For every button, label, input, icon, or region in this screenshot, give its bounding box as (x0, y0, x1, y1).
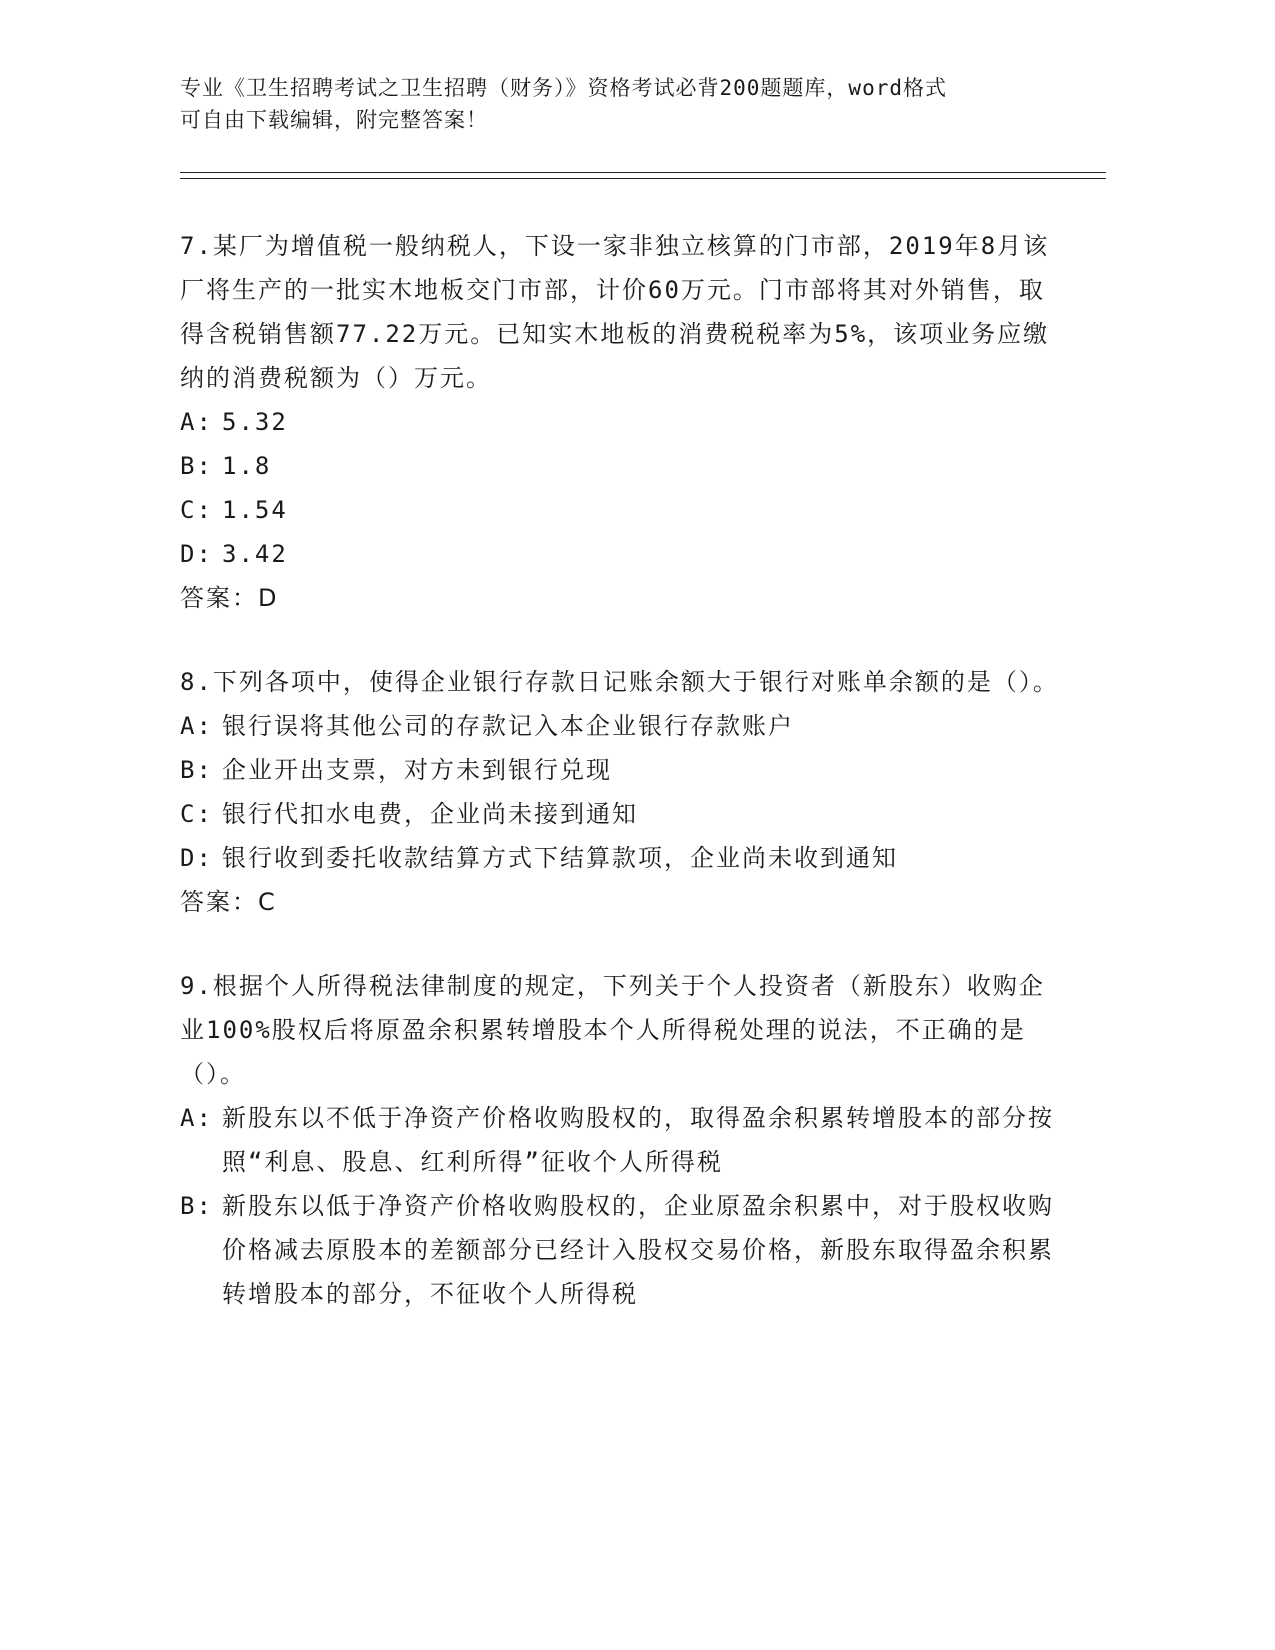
option-text: 3.42 (222, 540, 288, 568)
option-key: A: (180, 712, 213, 740)
question-stem: 7.某厂为增值税一般纳税人，下设一家非独立核算的门市部，2019年8月该厂将生产的一批实木地板交门市部，计价60万元。门市部将其对外销售，取得含税销售额77.22万元。已知实木地板的消费税税率为5%，该项业务应缴纳的消费税额为（）万元。 (180, 232, 1050, 392)
option-c (180, 792, 1060, 836)
option-b (180, 748, 1060, 792)
option-key: A: (180, 408, 213, 436)
option-text: 1.54 (222, 496, 288, 524)
question-stem: 8.下列各项中，使得企业银行存款日记账余额大于银行对账单余额的是（）。 (180, 668, 1059, 696)
option-key: B: (180, 452, 213, 480)
option-text: 银行代扣水电费，企业尚未接到通知 (222, 800, 638, 828)
header-divider-top (180, 172, 1106, 173)
option-key: C: (180, 800, 213, 828)
option-text: 1.8 (222, 452, 272, 480)
option-text: 银行误将其他公司的存款记入本企业银行存款账户 (222, 712, 794, 740)
option-key: A: (180, 1104, 213, 1132)
question-7 (180, 224, 1060, 620)
option-d (180, 532, 1060, 576)
header-divider-bottom (180, 178, 1106, 179)
header-line-1: 专业《卫生招聘考试之卫生招聘（财务）》资格考试必背200题题库，word格式 (180, 76, 947, 100)
option-a (180, 400, 1060, 444)
option-d (180, 836, 1060, 880)
option-key: D: (180, 540, 213, 568)
option-a (180, 704, 1060, 748)
answer-line: 答案：D (180, 584, 279, 612)
option-text: 新股东以低于净资产价格收购股权的，企业原盈余积累中，对于股权收购价格减去原股本的差额部分已经计入股权交易价格，新股东取得盈余积累转增股本的部分，不征收个人所得税 (222, 1192, 1054, 1308)
header-line-2: 可自由下载编辑，附完整答案！ (180, 108, 488, 132)
option-text: 5.32 (222, 408, 288, 436)
question-stem: 9.根据个人所得税法律制度的规定，下列关于个人投资者（新股东）收购企业100%股权后将原盈余积累转增股本个人所得税处理的说法，不正确的是（）。 (180, 972, 1045, 1088)
option-b (180, 444, 1060, 488)
option-text: 新股东以不低于净资产价格收购股权的，取得盈余积累转增股本的部分按照“利息、股息、红利所得”征收个人所得税 (222, 1104, 1054, 1176)
question-9 (180, 964, 1060, 1316)
option-key: C: (180, 496, 213, 524)
option-key: D: (180, 844, 213, 872)
answer-line: 答案：C (180, 888, 277, 916)
question-8 (180, 660, 1060, 924)
option-b (180, 1184, 1060, 1316)
option-text: 企业开出支票，对方未到银行兑现 (222, 756, 612, 784)
option-key: B: (180, 756, 213, 784)
option-c (180, 488, 1060, 532)
option-key: B: (180, 1192, 213, 1220)
option-text: 银行收到委托收款结算方式下结算款项，企业尚未收到通知 (222, 844, 898, 872)
option-a (180, 1096, 1060, 1184)
document-header (180, 72, 1040, 136)
question-list (180, 224, 1060, 1356)
